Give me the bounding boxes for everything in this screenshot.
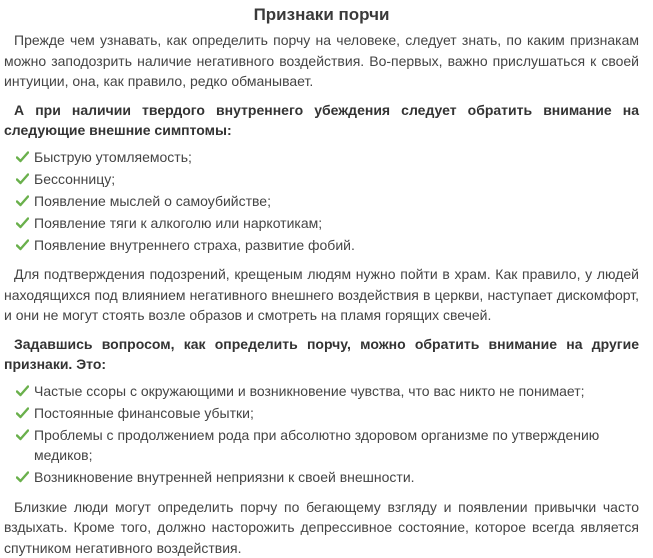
list-item [4,403,639,424]
church-paragraph: Для подтверждения подозрений, крещеным людям нужно пойти в храм. Как правило, у людей находящихся под влиянием негативного внешнего воздействия в церкви, наступает дискомфорт, и они не могут стоять возле образов и смотреть на пламя горящих свечей. [4,264,639,326]
symptoms-lead: А при наличии твердого внутреннего убеждения следует обратить внимание на следующие внешние симптомы: [4,100,639,141]
list-item-text: Проблемы с продолжением рода при абсолютно здоровом организме по утверждению медиков; [34,427,599,464]
check-icon [16,173,29,185]
list-item [4,213,639,234]
check-icon [16,217,29,229]
article-title: Признаки порчи [4,4,639,26]
check-icon [16,429,29,441]
check-icon [16,407,29,419]
list-item-text: Частые ссоры с окружающими и возникновение чувства, что вас никто не понимает; [34,383,585,399]
list-item [4,169,639,190]
other-signs-list [4,381,639,488]
check-icon [16,239,29,251]
check-icon [16,195,29,207]
intro-paragraph: Прежде чем узнавать, как определить порчу на человеке, следует знать, по каким признакам можно заподозрить наличие негативного воздействия. Во-первых, важно прислушаться к своей интуиции, она, как правило, редко обманывает. [4,30,639,92]
symptoms-list [4,147,639,256]
other-signs-lead: Задавшись вопросом, как определить порчу, можно обратить внимание на другие признаки. Это: [4,334,639,375]
list-item-text: Бессонницу; [34,171,115,187]
list-item-text: Постоянные финансовые убытки; [34,405,254,421]
list-item-text: Быструю утомляемость; [34,149,192,165]
check-icon [16,385,29,397]
list-item [4,381,639,402]
list-item-text: Появление внутреннего страха, развитие фобий. [34,237,355,253]
list-item [4,235,639,256]
check-icon [16,471,29,483]
check-icon [16,151,29,163]
closing-paragraph: Близкие люди могут определить порчу по бегающему взгляду и появлении привычки часто вздыхать. Кроме того, должно насторожить депрессивное состояние, которое всегда является спутником негативного воздействия. [4,497,639,558]
list-item-text: Появление мыслей о самоубийстве; [34,193,271,209]
list-item-text: Появление тяги к алкоголю или наркотикам; [34,215,322,231]
list-item [4,467,639,488]
list-item [4,191,639,212]
list-item [4,147,639,168]
list-item [4,425,639,466]
list-item-text: Возникновение внутренней неприязни к своей внешности. [34,469,415,485]
